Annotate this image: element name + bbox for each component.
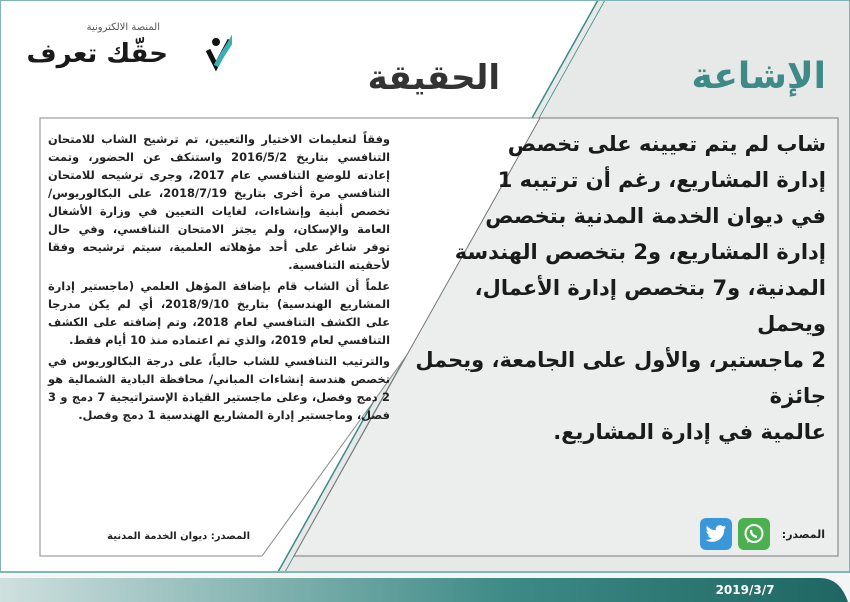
fact-title: الحقيقة xyxy=(367,58,500,98)
rumor-line: إدارة المشاريع، و2 بتخصص الهندسة xyxy=(454,240,826,264)
rumor-line: المدنية، و7 بتخصص إدارة الأعمال، ويحمل xyxy=(474,276,826,336)
footer-date: 2019/3/7 xyxy=(715,583,775,597)
fact-source: المصدر: ديوان الخدمة المدنية xyxy=(107,531,250,542)
rumor-line: في ديوان الخدمة المدنية بتخصص xyxy=(485,204,826,228)
twitter-icon xyxy=(700,518,732,550)
whatsapp-icon xyxy=(738,518,770,550)
rumor-line: إدارة المشاريع، رغم أن ترتيبه 1 xyxy=(497,168,826,192)
checkmark-icon xyxy=(172,32,232,72)
rumor-title: الإشاعة xyxy=(691,56,826,97)
fact-text xyxy=(48,130,390,427)
logo xyxy=(26,22,238,82)
rumor-source-label: المصدر: xyxy=(781,528,825,541)
fact-paragraph: علماً أن الشاب قام بإضافة المؤهل العلمي (ماجستير إدارة المشاريع الهندسية) بتاريخ 2018/9/10، أي لم يكن مدرجا على الكشف التنافسي لعام 2018، وتم إضافته على الكشف التنافسي لعام 2019، والذي تم اعتماده منذ 10 أيام فقط. xyxy=(48,279,390,347)
rumor-text xyxy=(410,126,826,450)
fact-paragraph: وفقاً لتعليمات الاختيار والتعيين، تم ترشيح الشاب للامتحان التنافسي بتاريخ 2016/5/2 واستنكف عن الحضور، وتمت إعادته للوضع التنافسي عام 2017، وجرى ترشيحه للامتحان التنافسي مرة أخرى بتاريخ 2018/7/19، على البكالوريوس/ تخصص أبنية وإنشاءات، لغايات التعيين في وزارة الأشغال العامة والإسكان، ولم يجتز الامتحان التنافسي، وفي حال توفر شاغر على أحد مؤهلاته العلمية، سيتم ترشيحه وفقا لأحقيته التنافسية. xyxy=(48,132,391,272)
rumor-line: عالمية في إدارة المشاريع. xyxy=(553,420,826,444)
rumor-line: 2 ماجستير، والأول على الجامعة، ويحمل جائزة xyxy=(415,348,826,408)
fact-paragraph: والترتيب التنافسي للشاب حالياً، على درجة البكالوريوس في تخصص هندسة إنشاءات المباني/ محافظة البادية الشمالية هو 2 دمج وفصل، وعلى ماجستير القيادة الإستراتيجية 7 دمج و 3 فصل، وماجستير إدارة المشاريع الهندسية 1 دمج وفصل. xyxy=(48,354,390,422)
rumor-line: شاب لم يتم تعيينه على تخصص xyxy=(507,132,826,156)
logo-name: حقّك تعرف xyxy=(26,39,168,69)
logo-subtitle: المنصة الالكترونية xyxy=(86,22,160,33)
